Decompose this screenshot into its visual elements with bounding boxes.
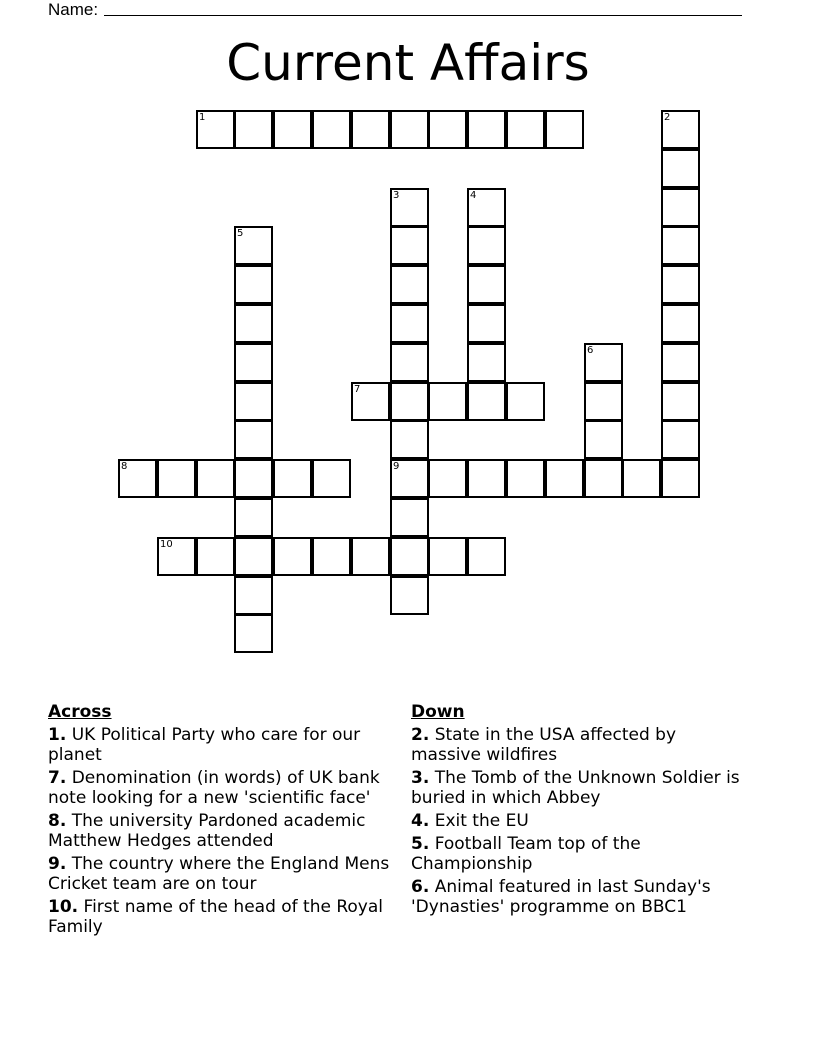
across-clue-7 [48,768,393,808]
grid-cell[interactable] [234,343,273,382]
grid-cell[interactable] [390,382,429,421]
grid-cell[interactable] [428,459,467,498]
grid-cell[interactable] [351,537,390,576]
grid-cell[interactable] [467,110,506,149]
grid-cell[interactable] [196,537,235,576]
down-clue-5 [411,834,741,874]
grid-cell[interactable] [390,343,429,382]
clue-text: Football Team top of the Championship [411,834,641,874]
grid-cell[interactable] [234,537,273,576]
page-title: Current Affairs [226,34,590,92]
clue-number: 6. [411,877,430,897]
clue-number: 9. [48,854,67,874]
grid-cell[interactable] [390,537,429,576]
down-clue-4 [411,811,741,831]
grid-cell[interactable] [390,459,429,498]
clue-number: 3. [411,768,430,788]
grid-cell[interactable] [118,459,157,498]
clue-text: Exit the EU [434,811,529,831]
grid-cell[interactable] [234,576,273,615]
cell-number: 4 [470,190,477,201]
grid-cell[interactable] [390,226,429,265]
grid-cell[interactable] [661,343,700,382]
grid-cell[interactable] [234,382,273,421]
grid-cell[interactable] [545,110,584,149]
down-clues [411,702,741,920]
cell-number: 3 [393,190,400,201]
across-heading: Across [48,702,112,722]
clue-text: The university Pardoned academic Matthew Hedges attended [48,811,366,851]
clue-text: Denomination (in words) of UK bank note looking for a new 'scientific face' [48,768,380,808]
grid-cell[interactable] [351,382,390,421]
grid-cell[interactable] [390,576,429,615]
grid-cell[interactable] [545,459,584,498]
grid-cell[interactable] [467,537,506,576]
clue-number: 1. [48,725,67,745]
grid-cell[interactable] [234,110,273,149]
grid-cell[interactable] [428,382,467,421]
grid-cell[interactable] [234,614,273,653]
grid-cell[interactable] [273,537,312,576]
grid-cell[interactable] [157,459,196,498]
cell-number: 6 [587,345,594,356]
clue-text: The Tomb of the Unknown Soldier is buried in which Abbey [411,768,740,808]
grid-cell[interactable] [234,420,273,459]
grid-cell[interactable] [312,537,351,576]
clue-text: The country where the England Mens Cricket team are on tour [48,854,390,894]
grid-cell[interactable] [390,304,429,343]
grid-cell[interactable] [661,459,700,498]
cell-number: 7 [354,384,361,395]
across-clue-10 [48,897,393,937]
grid-cell[interactable] [234,498,273,537]
cell-number: 8 [121,461,128,472]
grid-cell[interactable] [390,188,429,227]
clue-number: 5. [411,834,430,854]
grid-cell[interactable] [390,110,429,149]
cell-number: 10 [160,539,173,550]
clue-number: 2. [411,725,430,745]
grid-cell[interactable] [312,110,351,149]
grid-cell[interactable] [467,382,506,421]
grid-cell[interactable] [390,265,429,304]
cell-number: 9 [393,461,400,472]
cell-number: 1 [199,112,206,123]
grid-cell[interactable] [506,110,545,149]
across-clues [48,702,393,940]
name-label: Name: [48,0,99,19]
grid-cell[interactable] [584,420,623,459]
grid-cell[interactable] [661,226,700,265]
cell-number: 2 [664,112,671,123]
grid-cell[interactable] [467,343,506,382]
grid-cell[interactable] [234,226,273,265]
grid-cell[interactable] [234,304,273,343]
grid-cell[interactable] [622,459,661,498]
grid-cell[interactable] [467,226,506,265]
grid-cell[interactable] [428,537,467,576]
grid-cell[interactable] [312,459,351,498]
clue-number: 4. [411,811,430,831]
down-heading: Down [411,702,465,722]
grid-cell[interactable] [584,382,623,421]
grid-cell[interactable] [584,343,623,382]
clue-number: 7. [48,768,67,788]
grid-cell[interactable] [273,459,312,498]
grid-cell[interactable] [506,382,545,421]
across-clue-1 [48,725,393,765]
clue-text: UK Political Party who care for our planet [48,725,361,765]
across-clue-8 [48,811,393,851]
grid-cell[interactable] [234,459,273,498]
grid-cell[interactable] [196,459,235,498]
clue-text: Animal featured in last Sunday's 'Dynasties' programme on BBC1 [411,877,711,917]
down-clue-6 [411,877,741,917]
grid-cell[interactable] [661,149,700,188]
grid-cell[interactable] [661,188,700,227]
grid-cell[interactable] [661,265,700,304]
grid-cell[interactable] [506,459,545,498]
grid-cell[interactable] [351,110,390,149]
grid-cell[interactable] [234,265,273,304]
cell-number: 5 [237,228,244,239]
clue-number: 8. [48,811,67,831]
down-clue-3 [411,768,741,808]
down-clue-2 [411,725,741,765]
grid-cell[interactable] [390,498,429,537]
clue-number: 10. [48,897,79,917]
grid-cell[interactable] [157,537,196,576]
clue-text: State in the USA affected by massive wildfires [411,725,676,765]
across-clue-9 [48,854,393,894]
grid-cell[interactable] [584,459,623,498]
grid-cell[interactable] [661,382,700,421]
grid-cell[interactable] [661,420,700,459]
grid-cell[interactable] [428,110,467,149]
grid-cell[interactable] [390,420,429,459]
grid-cell[interactable] [467,188,506,227]
grid-cell[interactable] [661,110,700,149]
grid-cell[interactable] [467,265,506,304]
grid-cell[interactable] [467,304,506,343]
grid-cell[interactable] [661,304,700,343]
clue-text: First name of the head of the Royal Family [48,897,384,937]
grid-cell[interactable] [196,110,235,149]
grid-cell[interactable] [273,110,312,149]
grid-cell[interactable] [467,459,506,498]
